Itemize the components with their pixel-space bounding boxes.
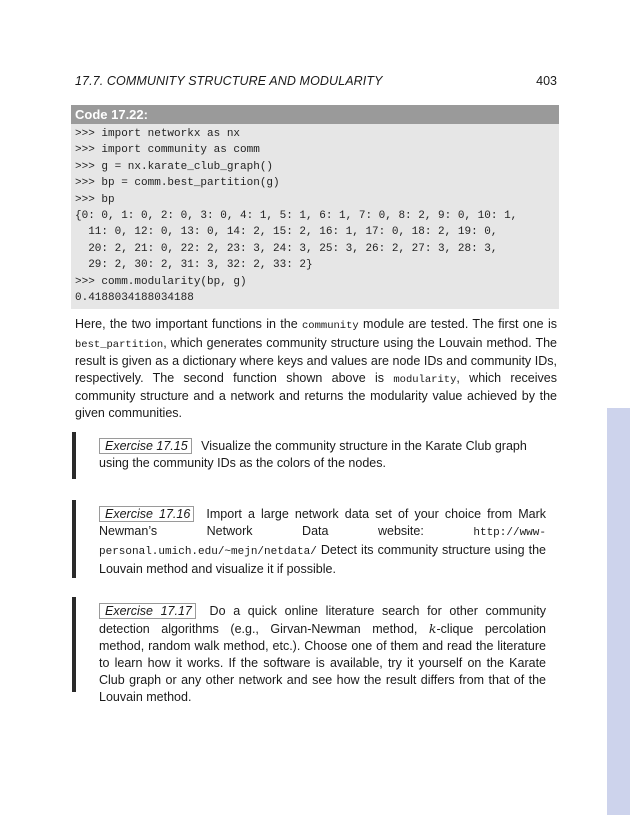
code-line: >>> bp = comm.best_partition(g) — [75, 177, 280, 190]
exercise-text: Do a quick online literature search for other community detection algorithms (e.g., Girvan-Newman method, — [99, 604, 546, 636]
exercise-box — [72, 500, 546, 578]
paragraph-text: , which receives community structure and a network and returns the modularity value achieved by the given communities. — [75, 370, 557, 420]
chapter-side-tab — [607, 408, 630, 815]
code-line: >>> import networkx as nx — [75, 128, 241, 140]
code-line: 29: 2, 30: 2, 31: 3, 32: 2, 33: 2} — [75, 259, 313, 272]
paragraph-text: module are tested. The first one is — [358, 317, 557, 331]
exercise-text: -clique percolation method, random walk method, etc.). Choose one of them and read the literature to learn how it works. If the software is available, try it yourself on the Karate Club graph or any other network and see how the result differs from that of the Louvain method. — [99, 622, 546, 704]
inline-code-modularity: modularity — [393, 373, 457, 386]
inline-code-community: community — [302, 320, 359, 332]
netdata-url-link[interactable]: http://www-personal.umich.edu/~mejn/netdata/ — [99, 527, 546, 558]
paragraph-text: , which generates community structure using the Louvain method. The result is given as a dictionary where keys and values are node IDs and community IDs, respectively. The second function shown above is — [75, 335, 557, 385]
code-line: {0: 0, 1: 0, 2: 0, 3: 0, 4: 1, 5: 1, 6: 1, 7: 0, 8: 2, 9: 0, 10: 1, — [75, 209, 518, 222]
paragraph-text: Here, the two important functions in the — [75, 317, 302, 331]
section-title: 17.7. COMMUNITY STRUCTURE AND MODULARITY — [75, 74, 383, 88]
exercise-text: Visualize the community structure in the Karate Club graph using the community IDs as the colors of the nodes. — [99, 439, 527, 470]
code-line: >>> import community as comm — [75, 144, 260, 157]
exercise-label: Exercise 17.17 — [99, 603, 196, 619]
body-paragraph — [75, 316, 557, 422]
code-line: >>> g = nx.karate_club_graph() — [75, 160, 274, 173]
exercise-box — [72, 432, 546, 479]
inline-code-best-partition: best_partition — [75, 338, 164, 351]
exercise-text: Import a large network data set of your choice from Mark Newman’s Network Data website: — [99, 507, 546, 538]
page-number: 403 — [536, 74, 557, 88]
code-label: Code 17.22: — [71, 105, 559, 124]
code-line: 11: 0, 12: 0, 13: 0, 14: 2, 15: 2, 16: 1, 17: 0, 18: 2, 19: 0, — [75, 226, 498, 239]
running-header — [75, 74, 557, 90]
exercise-label: Exercise 17.15 — [99, 438, 192, 454]
code-line: >>> comm.modularity(bp, g) — [75, 275, 247, 288]
code-line: 0.4188034188034188 — [75, 291, 194, 304]
code-block — [71, 124, 559, 309]
exercise-label: Exercise 17.16 — [99, 506, 194, 522]
math-k: k — [428, 621, 437, 636]
code-line: >>> bp — [75, 193, 115, 206]
code-line: 20: 2, 21: 0, 22: 2, 23: 3, 24: 3, 25: 3, 26: 2, 27: 3, 28: 3, — [75, 242, 498, 255]
exercise-text: Detect its community structure using the Louvain method and visualize it if possible. — [99, 543, 546, 576]
exercise-box — [72, 597, 546, 704]
